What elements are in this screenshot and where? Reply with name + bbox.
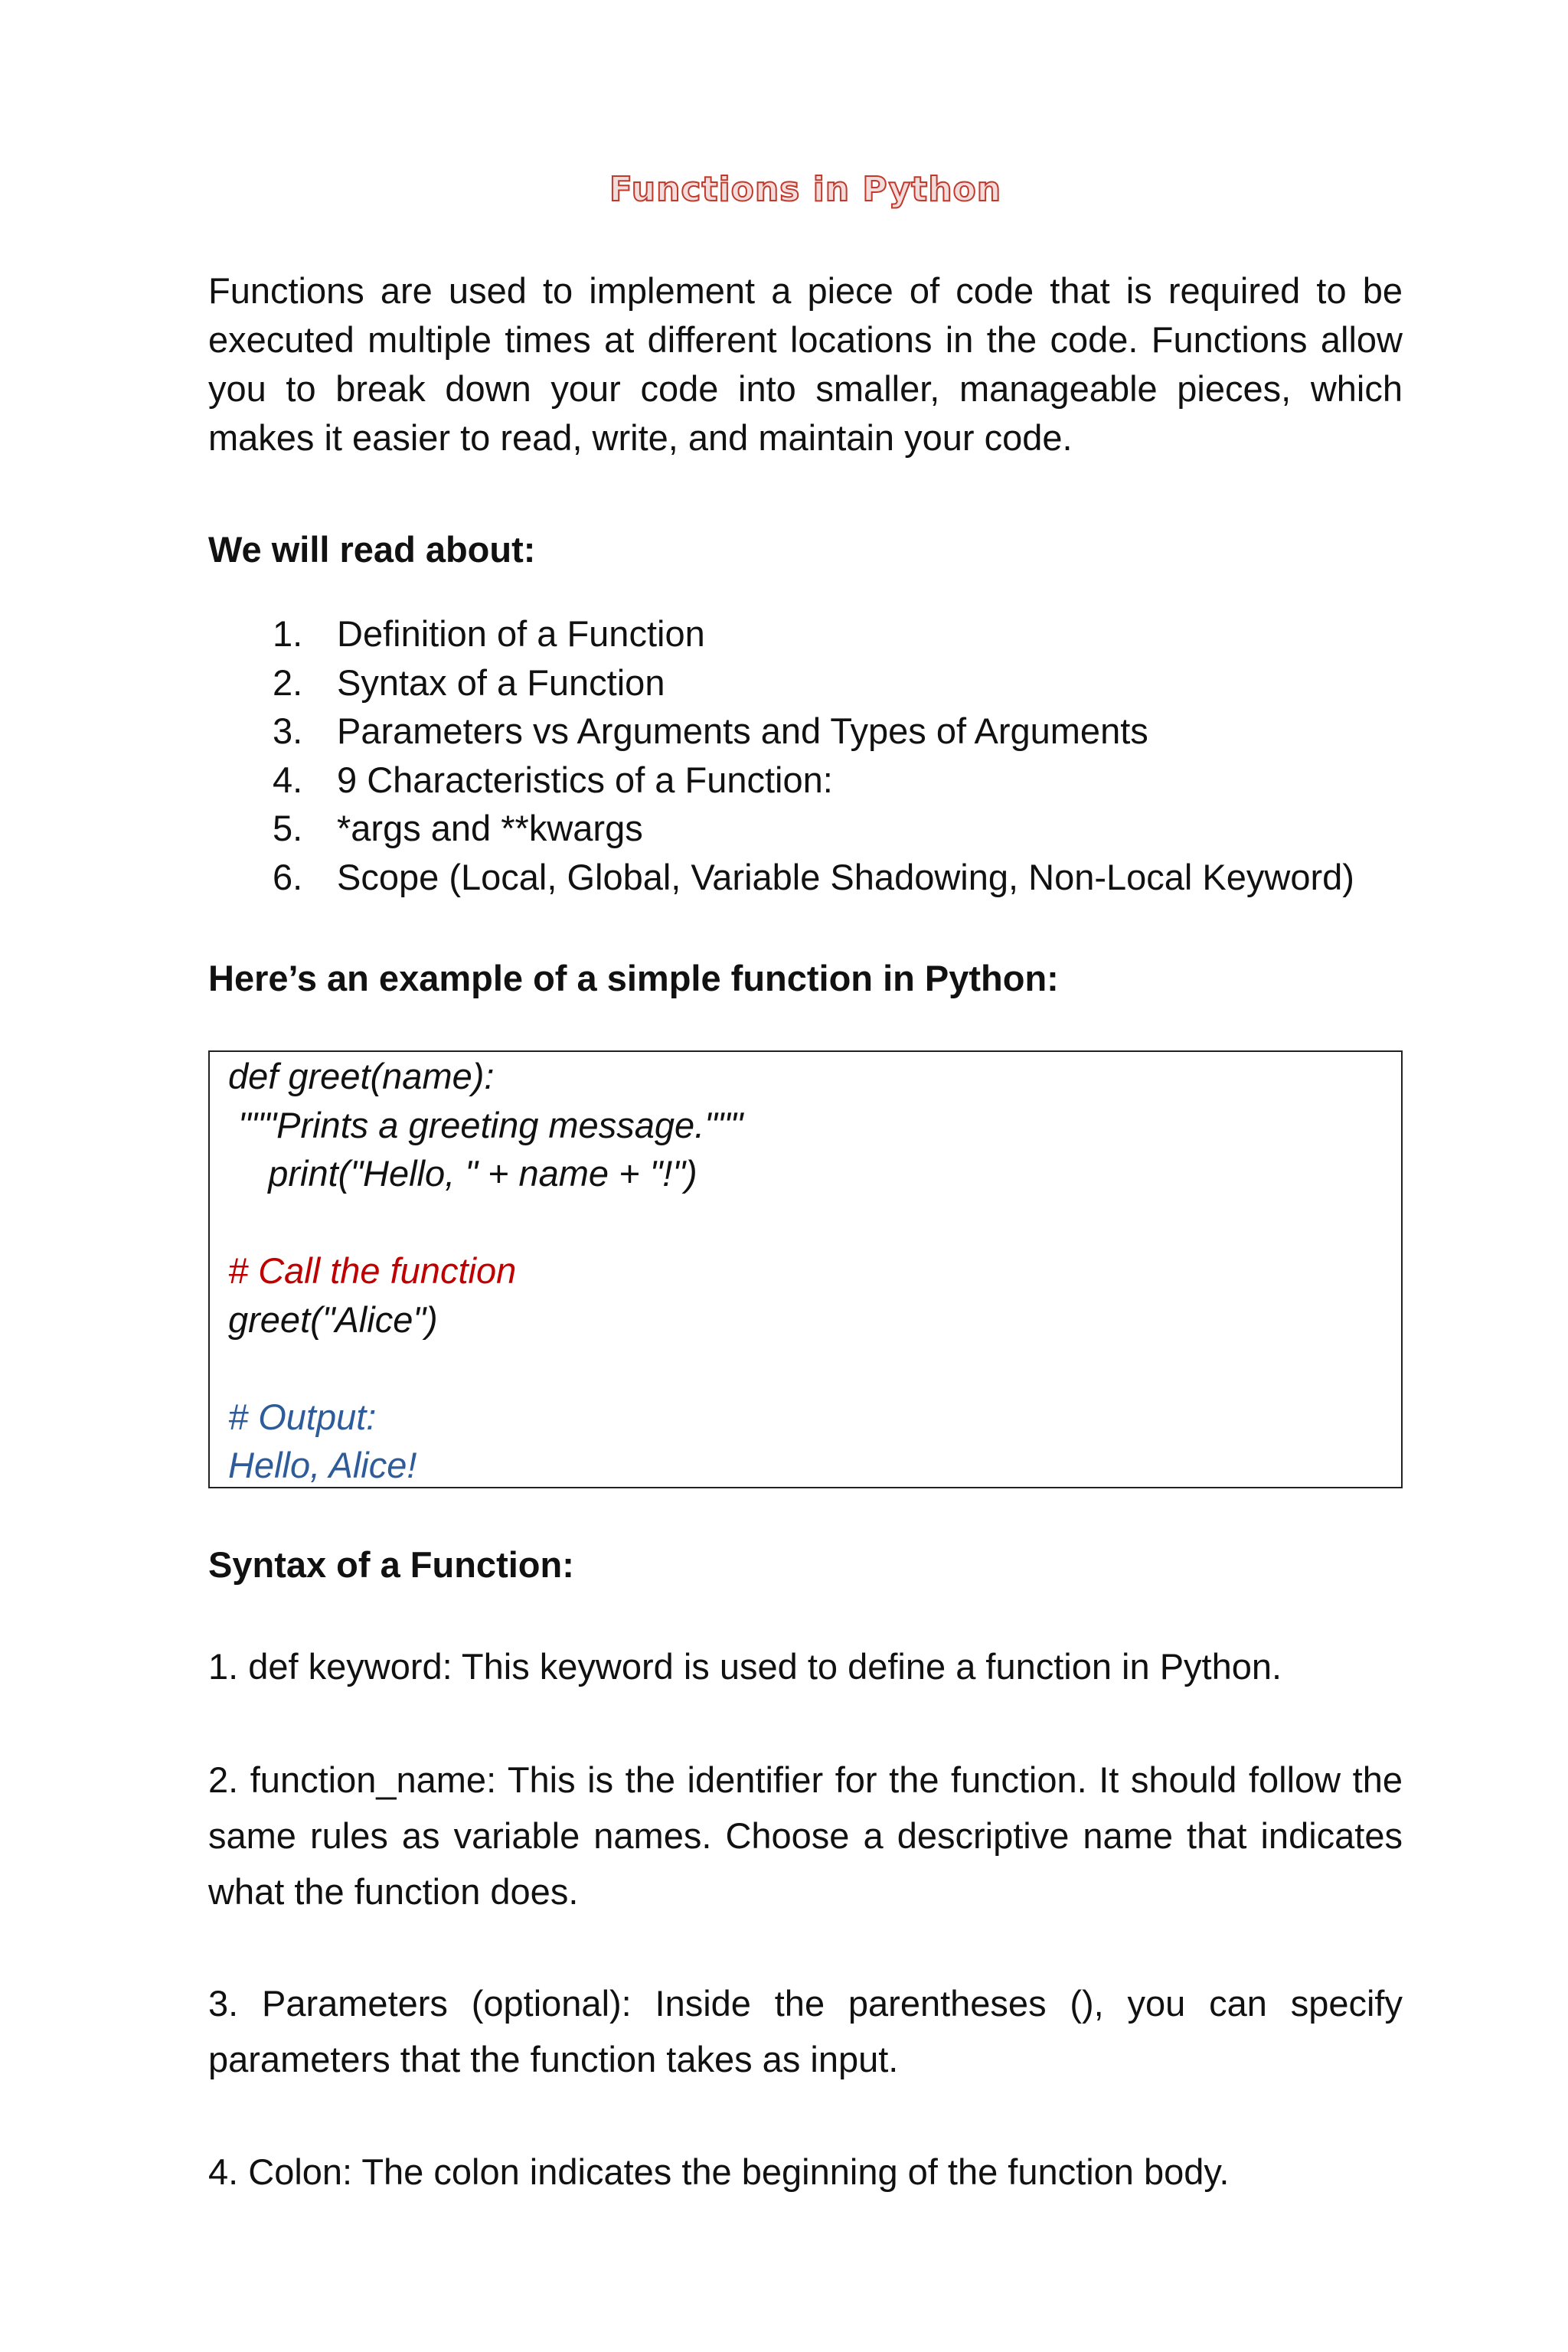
code-def-line: def greet(name): [228, 1056, 495, 1096]
list-number: 1. [273, 613, 303, 654]
syntax-item-function-name: 2. function_name: This is the identifier for the function. It should follow the same rules as variable names. Choose a descriptive name that indicates what the function does. [208, 1759, 1403, 1912]
syntax-item-parameters: 3. Parameters (optional): Inside the parentheses (), you can specify parameters that the function takes as input. [208, 1983, 1403, 2079]
syntax-item-def-keyword: 1. def keyword: This keyword is used to define a function in Python. [208, 1646, 1282, 1687]
list-item-text: Scope (Local, Global, Variable Shadowing, Non-Local Keyword) [337, 856, 1354, 897]
list-item-text: Syntax of a Function [337, 662, 665, 703]
list-item-text: 9 Characteristics of a Function: [337, 759, 833, 800]
syntax-item-colon: 4. Colon: The colon indicates the beginning of the function body. [208, 2151, 1230, 2192]
code-docstring-line: """Prints a greeting message.""" [228, 1104, 743, 1145]
list-item [208, 609, 1403, 658]
page-title: Functions in Python [609, 170, 1002, 209]
list-item [208, 707, 1403, 756]
code-print-line: print("Hello, " + name + "!") [228, 1153, 697, 1194]
list-item [208, 658, 1403, 707]
list-item-text: Parameters vs Arguments and Types of Arguments [337, 710, 1148, 751]
syntax-heading: Syntax of a Function: [208, 1544, 574, 1585]
list-item [208, 804, 1403, 853]
code-output-line: Hello, Alice! [228, 1445, 417, 1485]
example-heading: Here’s an example of a simple function in Python: [208, 958, 1059, 998]
code-blank-line [228, 1344, 1383, 1393]
intro-paragraph: Functions are used to implement a piece of code that is required to be executed multiple times at different locations in the code. Functions allow you to break down your code into smaller, manageable pieces, which makes it easier to read, write, and maintain your code. [208, 270, 1403, 458]
list-number: 4. [273, 759, 303, 800]
code-example-box [208, 1050, 1403, 1488]
code-comment-output: # Output: [228, 1396, 377, 1437]
topic-list [208, 609, 1403, 901]
code-comment-call: # Call the function [228, 1250, 517, 1291]
list-number: 2. [273, 662, 303, 703]
list-number: 5. [273, 808, 303, 848]
list-item [208, 853, 1403, 902]
list-item-text: Definition of a Function [337, 613, 705, 654]
list-item [208, 756, 1403, 805]
code-call-line: greet("Alice") [228, 1298, 438, 1340]
list-number: 6. [273, 856, 303, 897]
list-item-text: *args and **kwargs [337, 808, 643, 848]
code-blank-line [228, 1198, 1383, 1247]
list-number: 3. [273, 710, 303, 751]
read-about-heading: We will read about: [208, 529, 536, 570]
